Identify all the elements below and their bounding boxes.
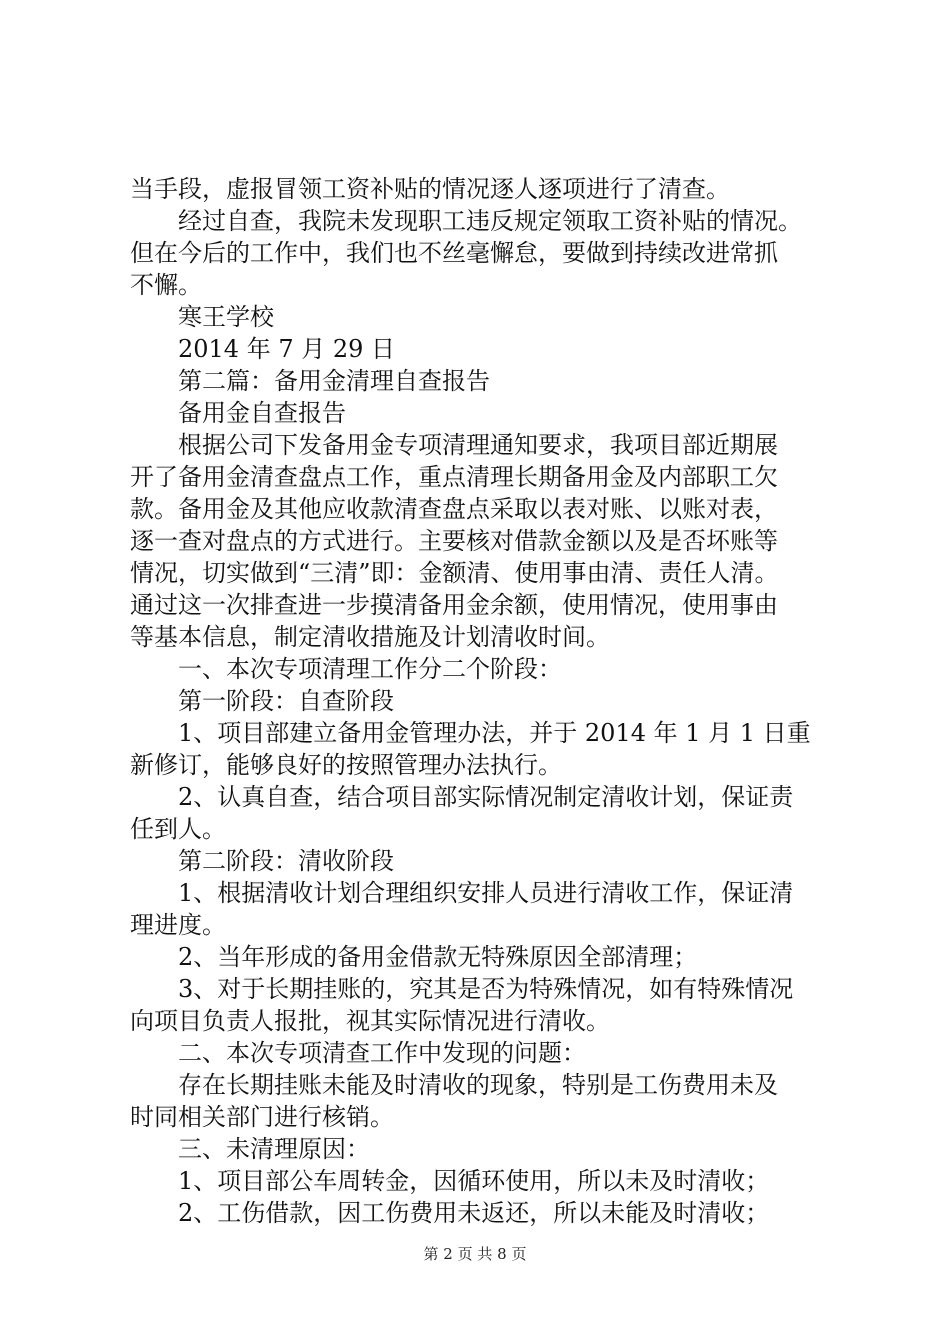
section-heading: 第二篇：备用金清理自查报告 xyxy=(178,367,490,395)
text-line: 存在长期挂账未能及时清收的现象，特别是工伤费用未及 xyxy=(178,1071,778,1099)
text-line: 当手段，虚报冒领工资补贴的情况逐人逐项进行了清查。 xyxy=(130,175,730,203)
subsection-heading: 三、未清理原因： xyxy=(178,1135,370,1163)
signature-name: 寒王学校 xyxy=(178,303,274,331)
text-line: 通过这一次排查进一步摸清备用金余额，使用情况，使用事由 xyxy=(130,591,778,619)
text-line: 1、项目部建立备用金管理办法，并于 2014 年 1 月 1 日重 xyxy=(178,719,811,747)
text-line: 但在今后的工作中，我们也不丝毫懈怠，要做到持续改进常抓 xyxy=(130,239,778,267)
subsection-heading: 一、本次专项清理工作分二个阶段： xyxy=(178,655,562,683)
signature-date: 2014 年 7 月 29 日 xyxy=(178,335,396,363)
text-line: 逐一查对盘点的方式进行。主要核对借款金额以及是否坏账等 xyxy=(130,527,778,555)
text-line: 等基本信息，制定清收措施及计划清收时间。 xyxy=(130,623,610,651)
text-line: 时同相关部门进行核销。 xyxy=(130,1103,394,1131)
report-title: 备用金自查报告 xyxy=(178,399,346,427)
text-line: 款。备用金及其他应收款清查盘点采取以表对账、以账对表， xyxy=(130,495,778,523)
text-line: 1、项目部公车周转金，因循环使用，所以未及时清收； xyxy=(178,1167,770,1195)
text-line: 新修订，能够良好的按照管理办法执行。 xyxy=(130,751,562,779)
page-number-footer: 第 2 页 共 8 页 xyxy=(423,1245,527,1263)
text-line: 3、对于长期挂账的，究其是否为特殊情况，如有特殊情况 xyxy=(178,975,794,1003)
subsection-heading: 二、本次专项清查工作中发现的问题： xyxy=(178,1039,586,1067)
text-line: 经过自查，我院未发现职工违反规定领取工资补贴的情况。 xyxy=(178,207,802,235)
subsection-heading: 第二阶段：清收阶段 xyxy=(178,847,394,875)
text-line: 向项目负责人报批，视其实际情况进行清收。 xyxy=(130,1007,610,1035)
text-line: 1、根据清收计划合理组织安排人员进行清收工作，保证清 xyxy=(178,879,794,907)
text-line: 理进度。 xyxy=(130,911,226,939)
text-line: 不懈。 xyxy=(130,271,202,299)
text-line: 2、工伤借款，因工伤费用未返还，所以未能及时清收； xyxy=(178,1199,770,1227)
text-line: 根据公司下发备用金专项清理通知要求，我项目部近期展 xyxy=(178,431,778,459)
subsection-heading: 第一阶段：自查阶段 xyxy=(178,687,394,715)
text-line: 任到人。 xyxy=(130,815,226,843)
text-line: 情况，切实做到“三清”即：金额清、使用事由清、责任人清。 xyxy=(130,559,779,587)
text-line: 2、认真自查，结合项目部实际情况制定清收计划，保证责 xyxy=(178,783,794,811)
text-line: 2、当年形成的备用金借款无特殊原因全部清理； xyxy=(178,943,698,971)
text-line: 开了备用金清查盘点工作，重点清理长期备用金及内部职工欠 xyxy=(130,463,778,491)
